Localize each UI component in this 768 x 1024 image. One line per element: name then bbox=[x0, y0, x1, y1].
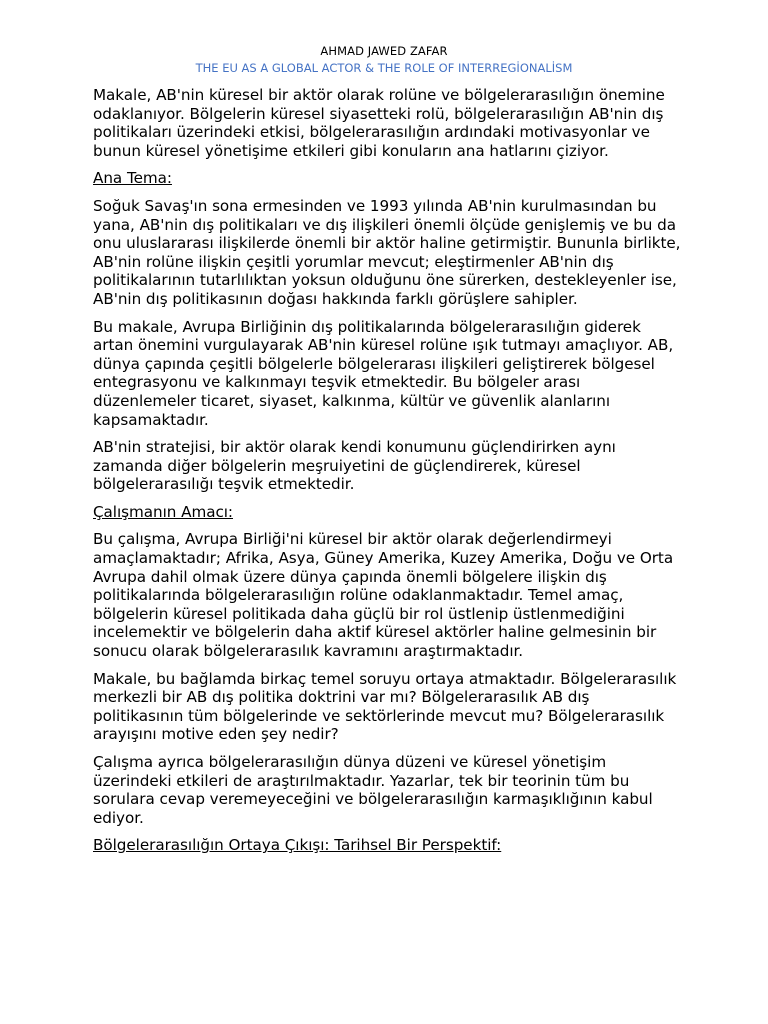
section-heading-history: Bölgelerarasılığın Ortaya Çıkışı: Tarihsel Bir Perspektif: bbox=[93, 836, 502, 855]
header-author: AHMAD JAWED ZAFAR bbox=[320, 44, 448, 58]
section-heading-main-theme: Ana Tema: bbox=[93, 169, 172, 188]
theme-paragraph-2: Bu makale, Avrupa Birliğinin dış politikalarında bölgelerarasılığın giderek artan önemini vurgulayarak AB'nin küresel rolüne ışık tutmayı amaçlıyor. AB, dünya çapında çeşitli bölgelerle bölgelerarası ilişkileri geliştirerek bölgesel entegrasyonu ve kalkınmayı teşvik etmektedir. Bu bölgeler arası düzenlemeler ticaret, siyaset, kalkınma, kültür ve güvenlik alanlarını kapsamaktadır. bbox=[93, 317, 674, 429]
document-body bbox=[93, 86, 683, 864]
page-header bbox=[0, 43, 768, 77]
purpose-paragraph-3: Çalışma ayrıca bölgelerarasılığın dünya düzeni ve küresel yönetişim üzerindeki etkileri de araştırılmaktadır. Yazarlar, tek bir teorinin tüm bu sorulara cevap veremeyeceğini ve bölgelerarasılığın karmaşıklığının kabul ediyor. bbox=[93, 753, 653, 827]
section-heading-purpose: Çalışmanın Amacı: bbox=[93, 502, 233, 521]
theme-paragraph-3: AB'nin stratejisi, bir aktör olarak kendi konumunu güçlendirirken aynı zamanda diğer bölgelerin meşruiyetini de güçlendirerek, küresel bölgelerarasılığı teşvik etmektedir. bbox=[93, 438, 616, 494]
header-title: THE EU AS A GLOBAL ACTOR & THE ROLE OF INTERREGİONALİSM bbox=[195, 61, 573, 75]
purpose-paragraph-1: Bu çalışma, Avrupa Birliği'ni küresel bir aktör olarak değerlendirmeyi amaçlamaktadır; Afrika, Asya, Güney Amerika, Kuzey Amerika, Doğu ve Orta Avrupa dahil olmak üzere dünya çapında önemli bölgelere ilişkin dış politikalarında bölgelerarasılığın rolüne odaklanmaktadır. Temel amaç, bölgelerin küresel politikada daha güçlü bir rol üstlenip üstlenmediğini incelemektir ve bölgelerin daha aktif küresel aktörler haline gelmesinin bir sonucu olarak bölgelerarasılık kavramını araştırmaktadır. bbox=[93, 530, 674, 661]
intro-paragraph: Makale, AB'nin küresel bir aktör olarak rolüne ve bölgelerarasılığın önemine odaklanıyor. Bölgelerin küresel siyasetteki rolü, bölgelerarasılığın AB'nin dış politikaları üzerindeki etkisi, bölgelerarasılığın ardındaki motivasyonlar ve bunun küresel yönetişime etkileri gibi konuların ana hatlarını çiziyor. bbox=[93, 86, 665, 160]
purpose-paragraph-2: Makale, bu bağlamda birkaç temel soruyu ortaya atmaktadır. Bölgelerarasılık merkezli bir AB dış politika doktrini var mı? Bölgelerarasılık AB dış politikasının tüm bölgelerinde ve sektörlerinde mevcut mu? Bölgelerarasılık arayışını motive eden şey nedir? bbox=[93, 669, 677, 744]
theme-paragraph-1: Soğuk Savaş'ın sona ermesinden ve 1993 yılında AB'nin kurulmasından bu yana, AB'nin dış politikaları ve dış ilişkileri önemli ölçüde genişlemiş ve bu da onu uluslararası ilişkilerde önemli bir aktör haline getirmiştir. Bununla birlikte, AB'nin rolüne ilişkin çeşitli yorumlar mevcut; eleştirmenler AB'nin dış politikalarının tutarlılıktan yoksun olduğunu öne sürerken, destekleyenler ise, AB'nin dış politikasının doğası hakkında farklı görüşlere sahipler. bbox=[93, 196, 681, 308]
